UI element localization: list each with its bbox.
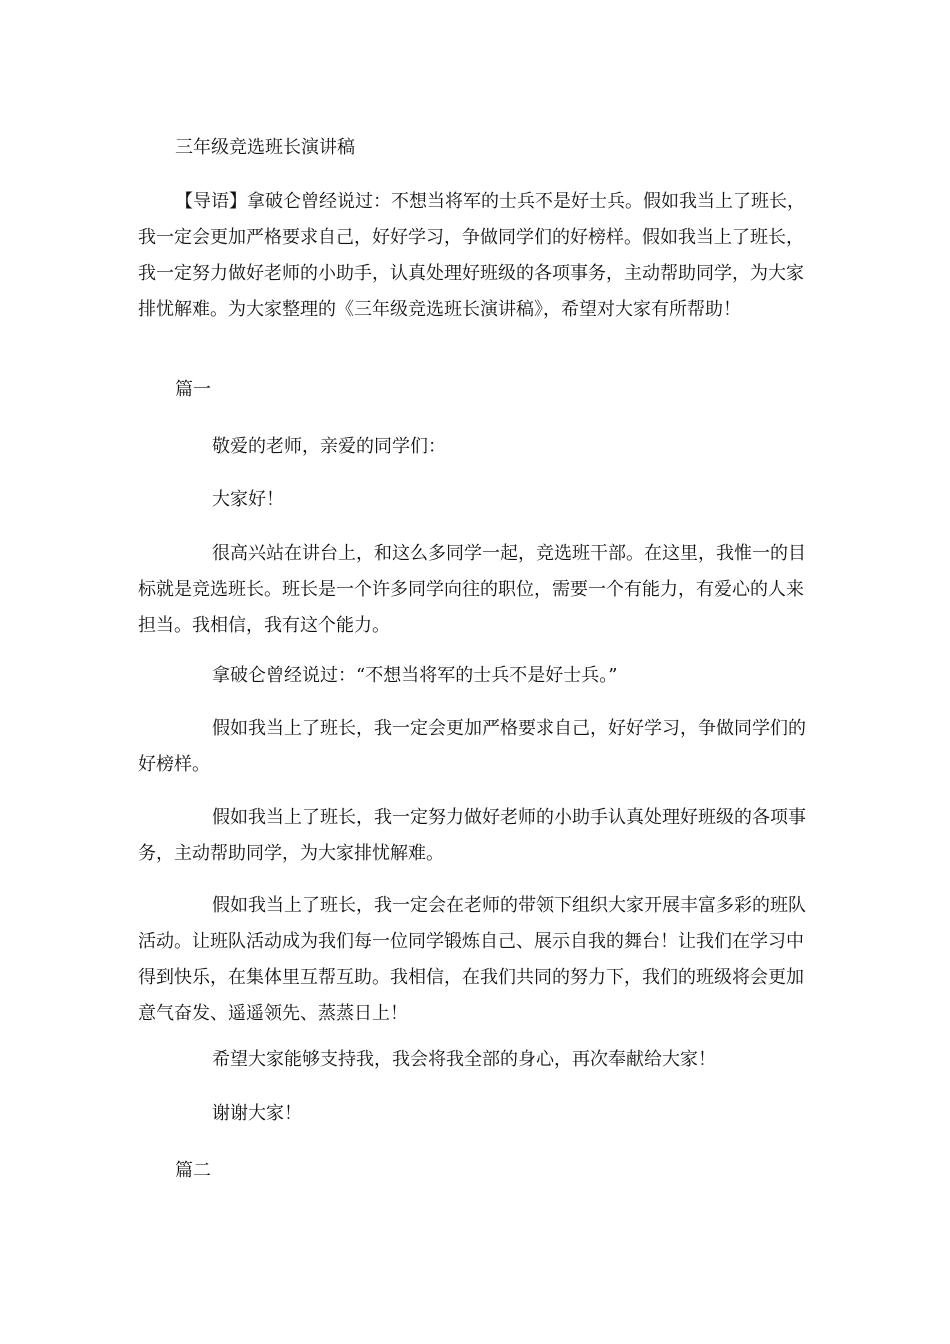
body-paragraph: 很高兴站在讲台上，和这么多同学一起，竞选班干部。在这里，我惟一的目标就是竞选班长。班长是一个许多同学向往的职位，需要一个有能力，有爱心的人来担当。我相信，我有这个能力。 (138, 543, 806, 636)
document-title: 三年级竞选班长演讲稿 (175, 137, 355, 158)
quote-paragraph: 拿破仑曾经说过：“不想当将军的士兵不是好士兵。” (212, 665, 618, 686)
section-heading-2: 篇二 (175, 1160, 211, 1181)
thanks-paragraph: 谢谢大家！ (212, 1103, 302, 1124)
greeting-paragraph: 敬爱的老师，亲爱的同学们： (212, 436, 446, 457)
body-paragraph: 假如我当上了班长，我一定努力做好老师的小助手认真处理好班级的各项事务，主动帮助同学，为大家排忧解难。 (138, 807, 806, 864)
body-paragraph: 假如我当上了班长，我一定会更加严格要求自己，好好学习，争做同学们的好榜样。 (138, 718, 806, 775)
body-paragraph: 希望大家能够支持我，我会将我全部的身心，再次奉献给大家！ (212, 1049, 716, 1070)
intro-paragraph: 【导语】拿破仑曾经说过：不想当将军的士兵不是好士兵。假如我当上了班长，我一定会更加严格要求自己，好好学习，争做同学们的好榜样。假如我当上了班长，我一定努力做好老师的小助手，认真处理好班级的各项事务，主动帮助同学，为大家排忧解难。为大家整理的《三年级竞选班长演讲稿》，希望对大家有所帮助！ (138, 191, 805, 320)
body-paragraph: 假如我当上了班长，我一定会在老师的带领下组织大家开展丰富多彩的班队活动。让班队活动成为我们每一位同学锻炼自己、展示自我的舞台！让我们在学习中得到快乐，在集体里互帮互助。我相信，在我们共同的努力下，我们的班级将会更加意气奋发、遥遥领先、蒸蒸日上！ (138, 895, 806, 1024)
hello-paragraph: 大家好！ (212, 489, 284, 510)
section-heading-1: 篇一 (175, 379, 211, 400)
